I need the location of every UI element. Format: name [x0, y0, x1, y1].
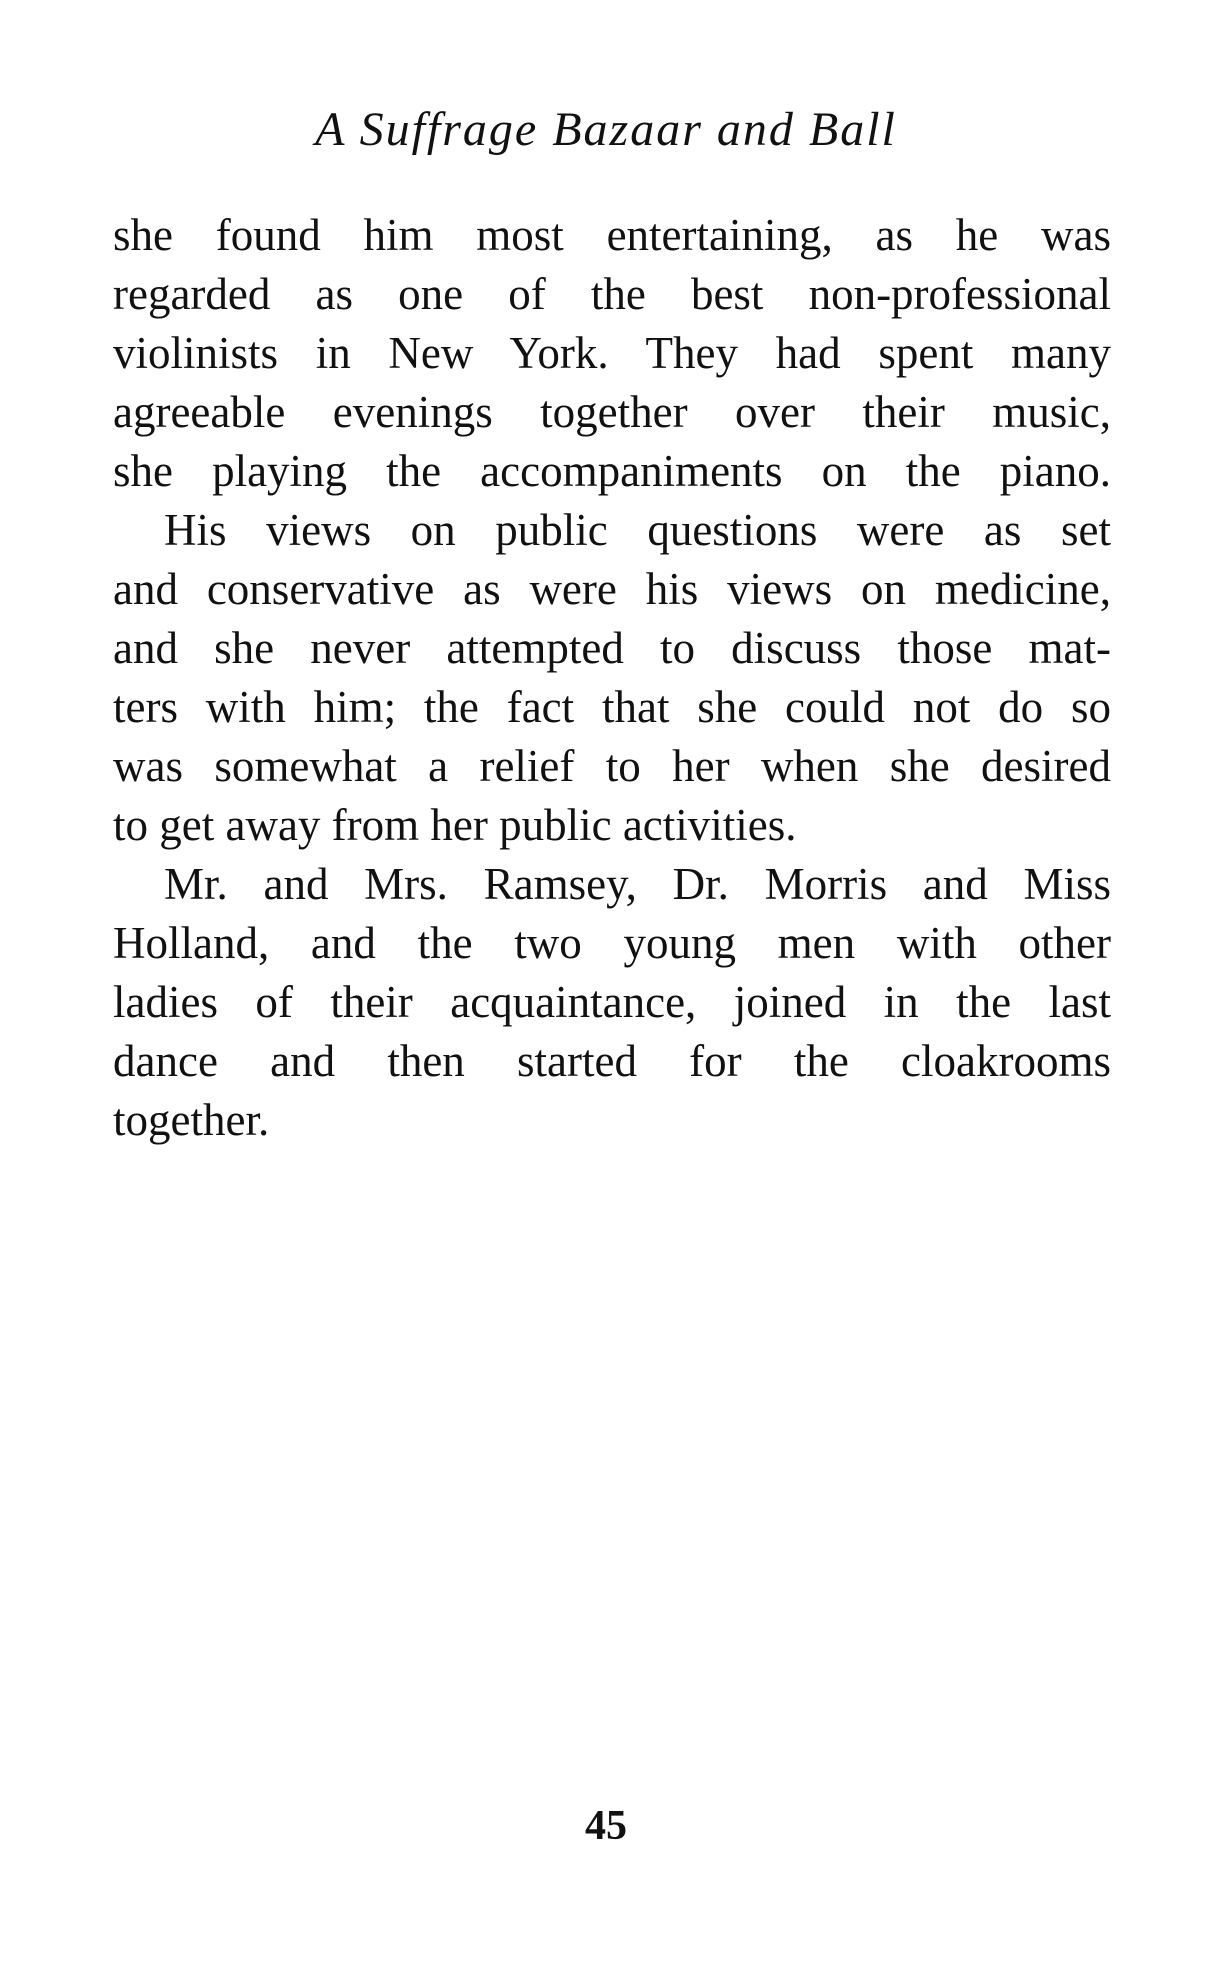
text-line: and she never attempted to discuss those mat-	[113, 623, 1111, 673]
text-line: Mr. and Mrs. Ramsey, Dr. Morris and Miss	[164, 859, 1111, 909]
paragraph-1	[113, 206, 1111, 501]
paragraph-3	[113, 855, 1111, 1150]
text-line: His views on public questions were as set	[164, 505, 1111, 555]
text-line: Holland, and the two young men with other	[113, 918, 1111, 968]
page-number: 45	[585, 1803, 627, 1849]
text-line: dance and then started for the cloakrooms	[113, 1036, 1111, 1086]
text-line: ladies of their acquaintance, joined in the last	[113, 977, 1111, 1027]
text-line: regarded as one of the best non-professional	[113, 269, 1111, 319]
text-line: she found him most entertaining, as he was	[113, 210, 1111, 260]
text-line: violinists in New York. They had spent many	[113, 328, 1111, 378]
text-line: and conservative as were his views on medicine,	[113, 564, 1111, 614]
text-line: she playing the accompaniments on the piano.	[113, 446, 1111, 496]
text-line: together.	[113, 1095, 270, 1145]
running-title: A Suffrage Bazaar and Ball	[315, 103, 897, 156]
text-line: agreeable evenings together over their music,	[113, 387, 1111, 437]
text-line: ters with him; the fact that she could not do so	[113, 682, 1111, 732]
paragraph-2	[113, 501, 1111, 855]
text-line: to get away from her public activities.	[113, 800, 797, 850]
body-text	[113, 206, 1111, 1150]
text-line: was somewhat a relief to her when she desired	[113, 741, 1111, 791]
